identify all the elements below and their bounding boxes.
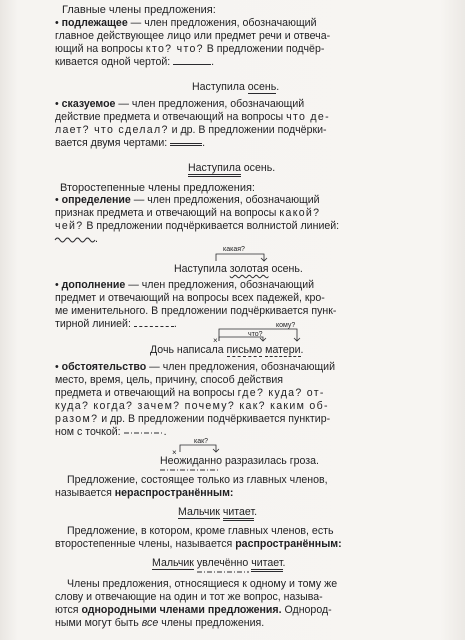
- predicate-example: Наступила осень.: [188, 162, 275, 174]
- question-label: какая?: [223, 246, 245, 253]
- question-arrows: [215, 323, 335, 345]
- dashed-line-sample: [134, 319, 174, 327]
- textbook-page: Главные члены предложения: • подлежащее — член предложения, обозначающий главное действующее лицо или предмет речи и отвеча- ющий на вопросы кто? что? В предложении подчёр- кивается одной чертой: . Наступила осень. • сказуемое — член предложения, обозначающий действие предмета и отвечающий на вопросы что де- лает? что сделал? и др. В предложении подчёрки- вается двумя чертами: . Наступила осень. Второстепенные члены предложения: • определение — член предложения, обозначающий признак предмета и отвечающий на вопросы какой? чей? В предложении подчёркивается волнистой линией: . какая? Наступила золотая осень. • дополнение — член предложения, обозначающий предмет и отвечающий на вопросы всех падежей, кро- ме именительного. В предложении подчёркивается пунк- тирной линией: . кому? что? × Дочь написала письмо матери. • обстоятельство — член предложения, обозначающий место, время, цель, причину, способ действия предмета и отвечающий на вопросы где? куда? от- куда? когда? зачем? почему? как? каким об- разом? и др. В предложении подчёркивается пунктир- ном с точкой: . как? × Неожиданно разразилась гроза. Предложение, состоящее только из главных членов, называется нераспространённым: Мальчик читает. Предложение, в котором, кроме главных членов, есть второстепенные члены, называется распространённым: Мальчик увлечённо читает. Члены предложения, относящиеся к одному и тому же слову и отвечающие на один и тот же вопрос, называ- ются однородными членами предложения. Однород- ными могут быть все члены предложения.: [0, 0, 465, 640]
- attribute-example: Наступила золотая осень.: [174, 263, 303, 275]
- wavy-line-sample: [55, 236, 95, 244]
- dash-dot-line-sample: [124, 430, 164, 436]
- question-label: как?: [194, 438, 209, 445]
- bullet-icon: •: [55, 17, 62, 29]
- cross-mark-icon: ×: [172, 448, 177, 457]
- heading-secondary-members: Второстепенные члены предложения:: [60, 182, 255, 194]
- dash-dot-underline: [197, 570, 249, 574]
- adverbial-example: Неожиданно разразилась гроза.: [160, 455, 319, 467]
- unextended-example: Мальчик читает.: [178, 506, 257, 518]
- cross-mark-icon: ×: [213, 336, 218, 345]
- question-label-2: что?: [248, 331, 263, 338]
- double-line-sample: [170, 137, 202, 146]
- question-label-1: кому?: [276, 322, 296, 329]
- bullet-icon: •: [55, 194, 62, 206]
- bullet-icon: •: [55, 279, 62, 291]
- bullet-icon: •: [55, 361, 62, 373]
- single-line-sample: [173, 57, 211, 65]
- dash-dot-underline: [160, 468, 218, 472]
- subject-example: Наступила осень.: [192, 81, 280, 93]
- object-example: Дочь написала письмо матери.: [150, 344, 304, 356]
- heading-main-members: Главные члены предложения:: [62, 4, 216, 16]
- extended-example: Мальчик увлечённо читает.: [152, 557, 285, 569]
- bullet-icon: •: [55, 98, 62, 110]
